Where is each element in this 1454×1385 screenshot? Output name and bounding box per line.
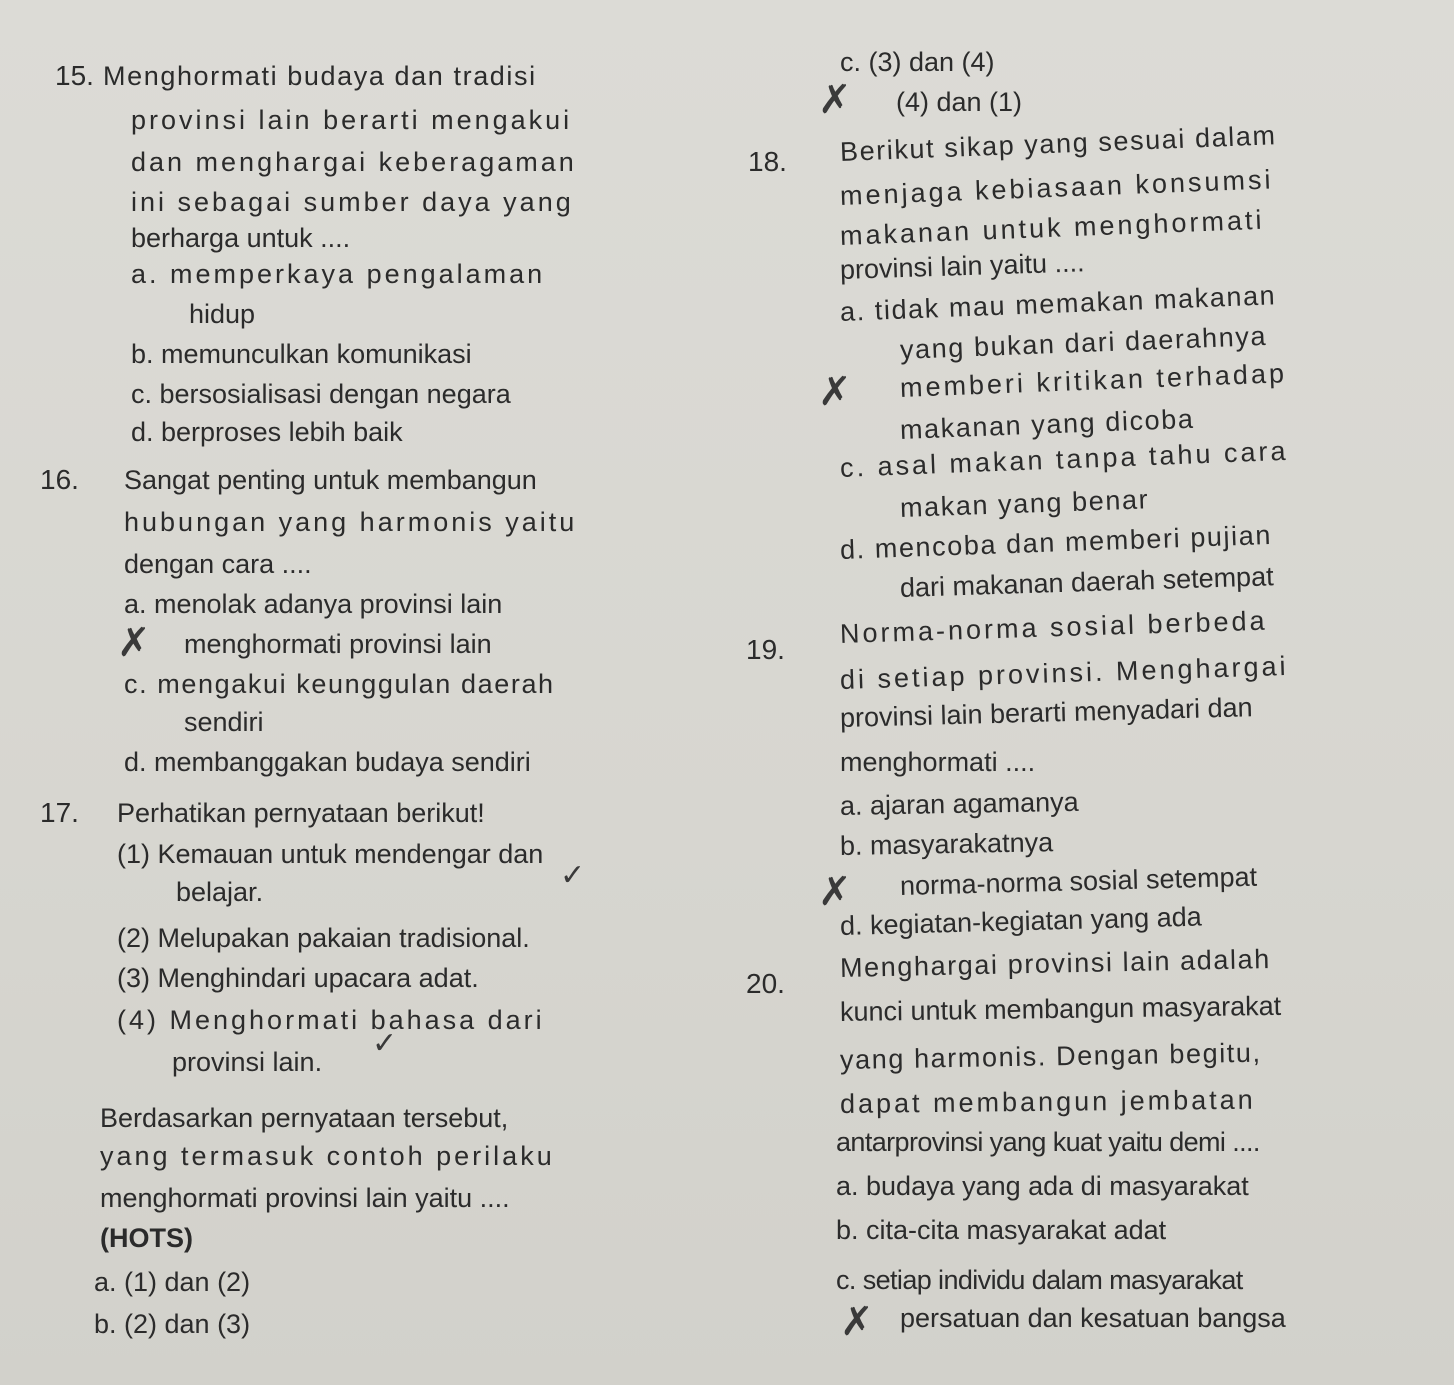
cross-mark-icon: ✗ <box>117 620 151 666</box>
question-number: 16. <box>40 464 79 495</box>
question-number: 18. <box>748 146 787 177</box>
option-a[interactable]: a. memperkaya pengalaman <box>131 259 546 289</box>
question-text: menghormati .... <box>840 747 1036 777</box>
option-a[interactable]: a. budaya yang ada di masyarakat <box>836 1171 1249 1201</box>
cross-mark-icon: ✗ <box>818 869 852 915</box>
statement-1-continued: belajar. <box>176 877 264 907</box>
option-c[interactable]: c. asal makan tanpa tahu cara <box>839 435 1289 483</box>
option-d[interactable]: (4) dan (1) <box>896 87 1023 117</box>
option-d[interactable]: d. kegiatan-kegiatan yang ada <box>839 901 1203 941</box>
question-number: 17. <box>40 797 79 828</box>
question-text: menghormati provinsi lain yaitu .... <box>100 1183 510 1213</box>
option-b[interactable]: b. (2) dan (3) <box>94 1309 251 1339</box>
option-a[interactable]: a. menolak adanya provinsi lain <box>124 589 503 619</box>
option-a[interactable]: a. (1) dan (2) <box>94 1267 251 1297</box>
option-b[interactable]: b. cita-cita masyarakat adat <box>836 1215 1167 1245</box>
option-a[interactable]: a. tidak mau memakan makanan <box>839 280 1277 327</box>
option-d[interactable]: d. membanggakan budaya sendiri <box>124 747 531 777</box>
question-text: Menghargai provinsi lain adalah <box>839 943 1272 983</box>
option-c[interactable]: c. setiap individu dalam masyarakat <box>836 1265 1243 1295</box>
question-text: Menghormati budaya dan tradisi <box>103 61 537 91</box>
option-a-continued: hidup <box>189 299 256 329</box>
check-mark-icon: ✓ <box>372 1026 398 1061</box>
hots-label: (HOTS) <box>100 1223 193 1253</box>
option-a[interactable]: a. ajaran agamanya <box>839 786 1079 821</box>
question-text: dan menghargai keberagaman <box>131 147 577 177</box>
question-text: ini sebagai sumber daya yang <box>131 187 574 217</box>
option-d[interactable]: d. mencoba dan memberi pujian <box>839 519 1273 565</box>
question-text: makanan untuk menghormati <box>839 204 1265 251</box>
cross-mark-icon: ✗ <box>840 1299 874 1345</box>
question-text: Berdasarkan pernyataan tersebut, <box>100 1103 509 1133</box>
option-b[interactable]: b. memunculkan komunikasi <box>131 339 472 369</box>
question-text: menjaga kebiasaan konsumsi <box>839 164 1274 211</box>
option-b[interactable]: memberi kritikan terhadap <box>899 358 1288 403</box>
question-text: Norma-norma sosial berbeda <box>839 605 1268 649</box>
option-c[interactable]: c. mengakui keunggulan daerah <box>124 669 555 699</box>
cross-mark-icon: ✗ <box>818 369 852 415</box>
question-text: Berikut sikap yang sesuai dalam <box>839 120 1278 167</box>
question-text: yang harmonis. Dengan begitu, <box>839 1037 1262 1075</box>
statement-4-continued: provinsi lain. <box>172 1047 323 1077</box>
option-a-continued: yang bukan dari daerahnya <box>899 320 1268 365</box>
question-text: dapat membangun jembatan <box>839 1084 1256 1119</box>
question-text: Perhatikan pernyataan berikut! <box>117 798 485 828</box>
question-text: provinsi lain berarti mengakui <box>131 105 573 135</box>
option-d[interactable]: persatuan dan kesatuan bangsa <box>900 1303 1286 1333</box>
statement-2: (2) Melupakan pakaian tradisional. <box>117 923 530 953</box>
question-text: provinsi lain berarti menyadari dan <box>839 692 1253 733</box>
question-text: dengan cara .... <box>124 549 312 579</box>
option-c-continued: sendiri <box>184 707 264 737</box>
question-number: 20. <box>746 968 785 999</box>
option-d-continued: dari makanan daerah setempat <box>899 561 1275 603</box>
option-b[interactable]: menghormati provinsi lain <box>184 629 492 659</box>
check-mark-icon: ✓ <box>560 858 586 893</box>
option-c[interactable]: c. (3) dan (4) <box>840 47 995 77</box>
statement-4: (4) Menghormati bahasa dari <box>117 1005 545 1035</box>
option-b-continued: makanan yang dicoba <box>899 403 1195 445</box>
question-text: Sangat penting untuk membangun <box>124 465 537 495</box>
option-c-continued: makan yang benar <box>899 484 1150 523</box>
question-number: 19. <box>746 634 785 665</box>
option-b[interactable]: b. masyarakatnya <box>839 827 1054 861</box>
question-text: hubungan yang harmonis yaitu <box>124 507 578 537</box>
question-text: berharga untuk .... <box>131 223 351 253</box>
question-text: kunci untuk membangun masyarakat <box>839 990 1282 1027</box>
question-number: 15. <box>55 60 94 91</box>
question-text: provinsi lain yaitu .... <box>839 247 1085 285</box>
statement-1: (1) Kemauan untuk mendengar dan <box>117 839 544 869</box>
option-c[interactable]: norma-norma sosial setempat <box>899 861 1258 901</box>
statement-3: (3) Menghindari upacara adat. <box>117 963 479 993</box>
cross-mark-icon: ✗ <box>818 77 852 123</box>
option-c[interactable]: c. bersosialisasi dengan negara <box>131 379 511 409</box>
question-text: antarprovinsi yang kuat yaitu demi .... <box>836 1127 1260 1157</box>
question-text: di setiap provinsi. Menghargai <box>839 650 1289 695</box>
option-d[interactable]: d. berproses lebih baik <box>131 417 403 447</box>
question-text: yang termasuk contoh perilaku <box>100 1141 555 1171</box>
